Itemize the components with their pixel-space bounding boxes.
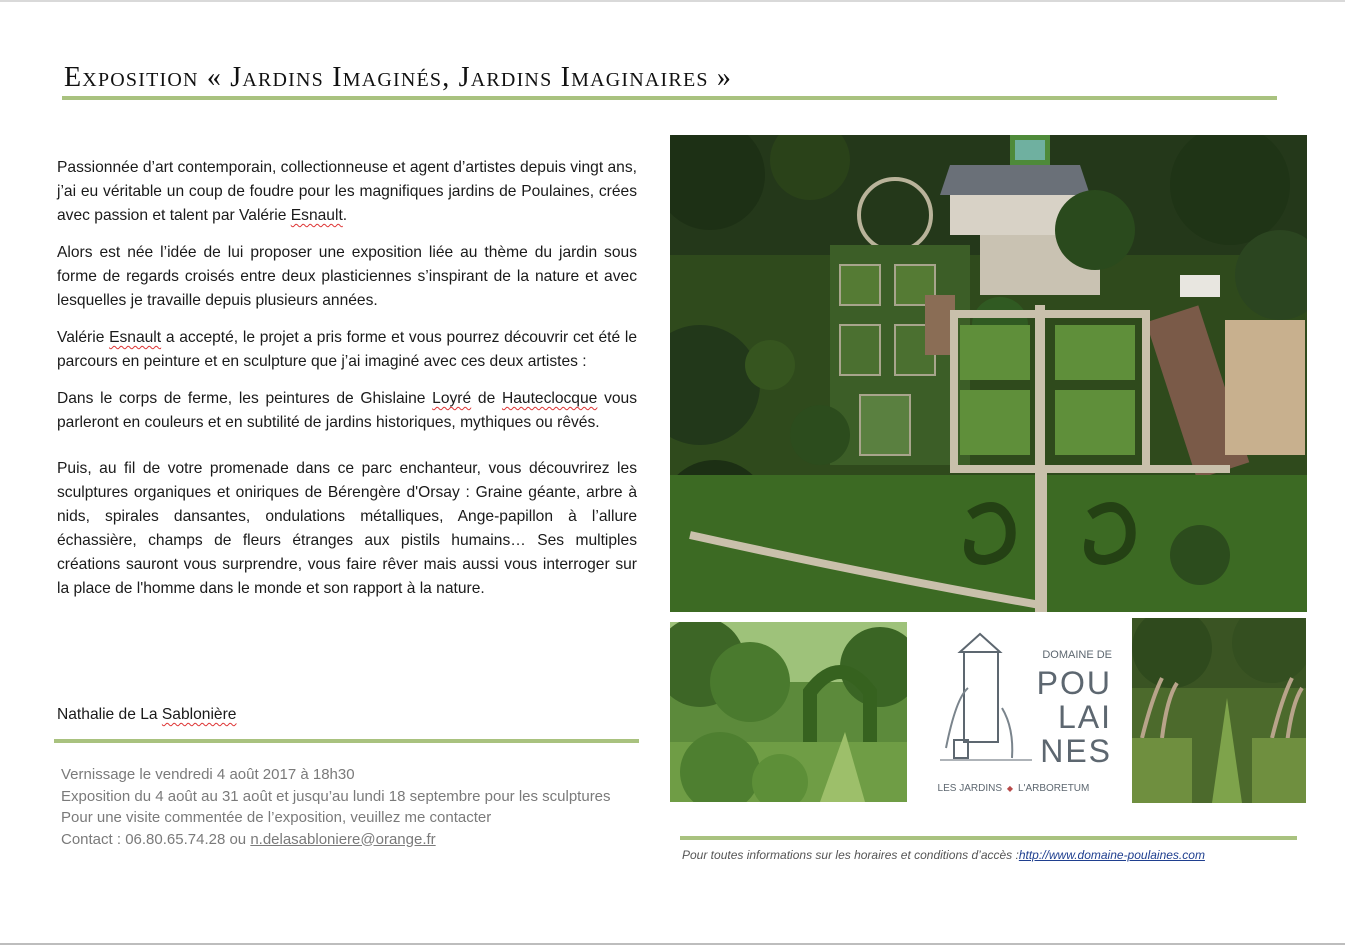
paragraph-sculptures: Puis, au fil de votre promenade dans ce parc enchanteur, vous découvrirez les sculptures organiques et oniriques de Bérengère d'Orsay : Graine géante, arbre à nids, spirales dansantes, ondulations métalliques, Ange-papillon à l’allure échassière, champs de fleurs étranges aux pistils humains… Ses multiples créations sauront vous surprendre, vous faire rêver mais aussi vous interroger sur la place de l'homme dans le monde et son rapport à la nature. <box>57 460 637 597</box>
paragraph-intro <box>57 156 637 228</box>
paragraph-idea: Alors est née l’idée de lui proposer une exposition liée au thème du jardin sous forme de regards croisés entre deux plasticiennes s’inspirant de la nature et avec lesquelles je travaille depuis plusieurs années. <box>57 244 637 309</box>
body-text <box>57 156 637 614</box>
email-link[interactable]: n.delasabloniere@orange.fr <box>250 830 436 848</box>
tower-roof-icon <box>960 634 1000 652</box>
event-info <box>61 764 621 850</box>
top-border <box>0 0 1345 2</box>
paragraph-project-start: Valérie <box>57 329 110 346</box>
paragraph-paintings <box>57 387 637 435</box>
paragraph-paintings-start: Dans le corps de ferme, les peintures de Ghislaine <box>57 390 433 407</box>
ornamental-grass-photo <box>1132 618 1306 803</box>
paragraph-paintings-text: vous parleront en couleurs et en subtilité de jardins historiques, mythiques ou rêvés. <box>57 390 638 431</box>
paragraph-project <box>57 326 637 374</box>
website-link[interactable]: http://www.domaine-poulaines.com <box>1018 848 1205 862</box>
contact-label: Contact : 06.80.65.74.28 ou <box>61 830 251 848</box>
logo-bottom-right: L'ARBORETUM <box>1018 783 1090 794</box>
logo-line3: NES <box>1040 733 1112 769</box>
info-exposition: Exposition du 4 août au 31 août et jusqu’au lundi 18 septembre pour les sculptures <box>61 787 611 805</box>
paragraph-project-text: a accepté, le projet a pris forme et vous pourrez découvrir cet été le parcours en peinture et en sculpture que j’ai imaginé avec ces deux artistes : <box>57 329 637 370</box>
paragraph-paintings-de: de <box>471 390 502 407</box>
spellcheck-word: Esnault <box>290 207 343 224</box>
signature-surname: Sablonière <box>161 706 237 723</box>
spellcheck-word: Loyré <box>432 390 472 407</box>
signature-first: Nathalie de La <box>57 706 162 723</box>
logo-line2: LAI <box>1057 699 1112 735</box>
signature <box>57 706 236 724</box>
logo-separator: ◆ <box>1006 784 1014 793</box>
title-underline <box>62 96 1277 100</box>
footer-note <box>682 848 1205 862</box>
info-contact <box>61 829 621 851</box>
spellcheck-word: Hauteclocque <box>501 390 598 407</box>
paragraph-intro-end: . <box>342 207 348 224</box>
aerial-garden-photo <box>670 135 1307 612</box>
page-title: Exposition « Jardins Imaginés, Jardins Imaginaires » <box>64 62 733 93</box>
info-vernissage: Vernissage le vendredi 4 août 2017 à 18h30 <box>61 766 355 783</box>
tower-icon <box>964 652 998 742</box>
footer-divider <box>680 836 1297 840</box>
logo-line1: POU <box>1036 665 1112 701</box>
paragraph-intro-text: Passionnée d’art contemporain, collectionneuse et agent d’artistes depuis vingt ans, j’ai eu véritable un coup de foudre pour les magnifiques jardins de Poulaines, crées avec passion et talent par Valérie <box>57 159 637 224</box>
info-divider <box>54 739 639 743</box>
logo-bottom-left: LES JARDINS <box>937 783 1002 794</box>
garden-arbour-photo <box>670 622 907 802</box>
domaine-poulaines-logo <box>932 628 1118 800</box>
footer-text: Pour toutes informations sur les horaires et conditions d’accès : <box>682 848 1019 862</box>
logo-top: DOMAINE DE <box>1042 649 1112 661</box>
bottom-border <box>0 943 1345 945</box>
spellcheck-word: Esnault <box>109 329 162 346</box>
info-visite: Pour une visite commentée de l’exposition, veuillez me contacter <box>61 809 492 826</box>
